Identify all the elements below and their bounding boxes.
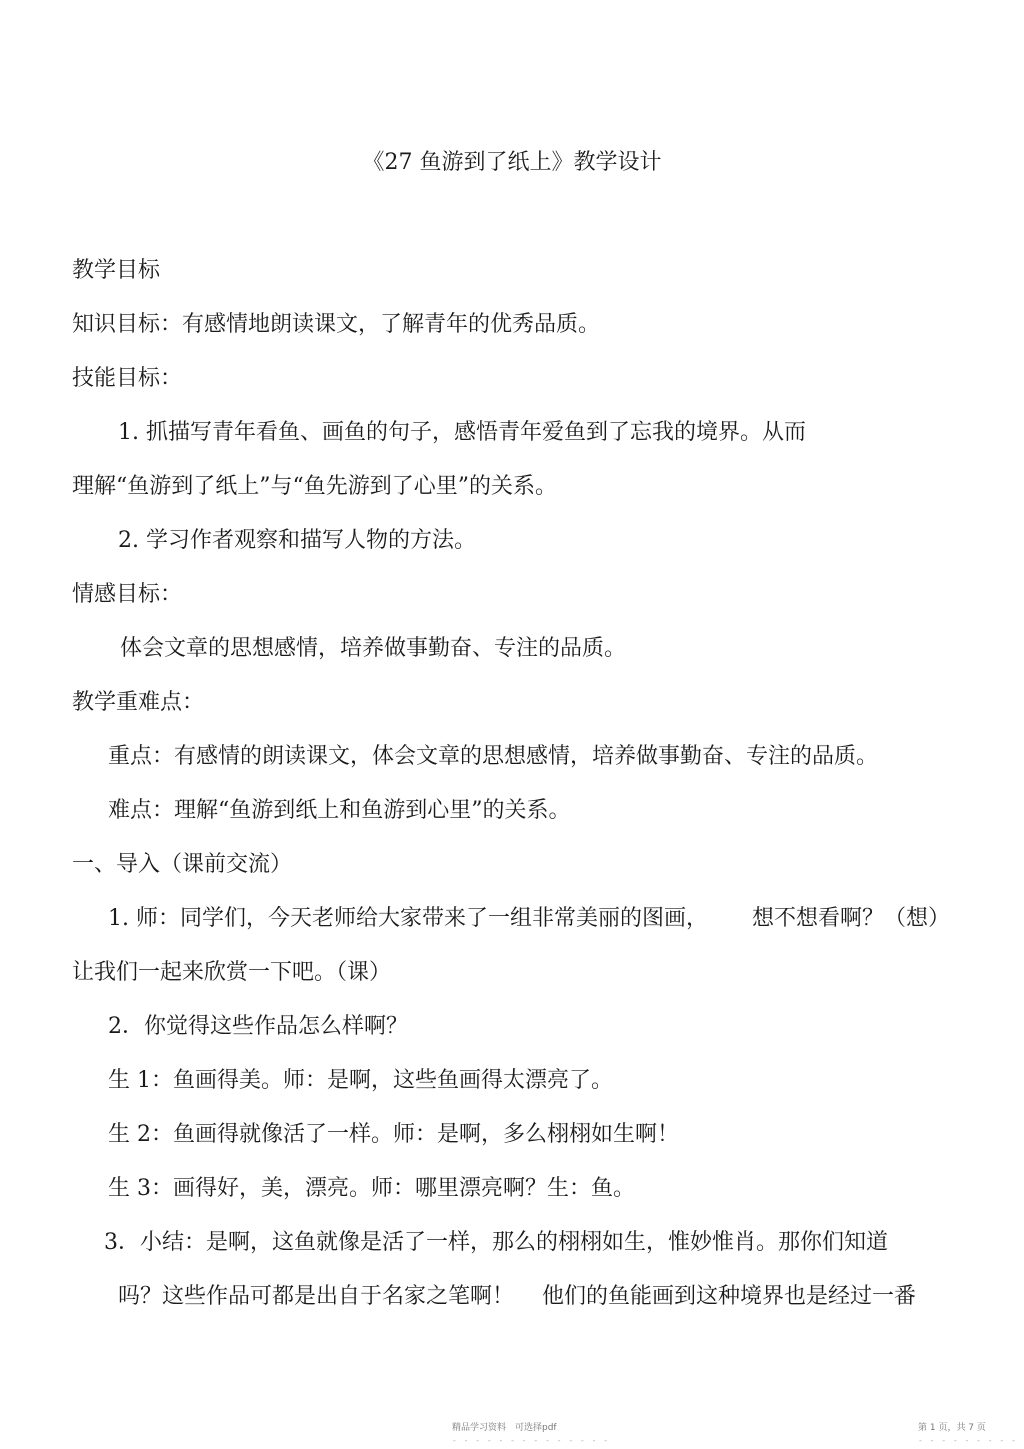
intro-item-3-cont-b: 他们的鱼能画到这种境界也是经过一番 <box>542 1284 917 1309</box>
intro-item-1-question: 想不想看啊？（想） <box>752 906 951 931</box>
knowledge-goal: 知识目标：有感情地朗读课文，了解青年的优秀品质。 <box>72 312 601 337</box>
intro-item-1-cont: 让我们一起来欣赏一下吧。（课） <box>72 960 392 985</box>
intro-item-2: 2．你觉得这些作品怎么样啊？ <box>108 1014 408 1039</box>
student-answer-3: 生 3：画得好，美，漂亮。师：哪里漂亮啊？生：鱼。 <box>108 1176 635 1201</box>
skill-goal-item-2: 2. 学习作者观察和描写人物的方法。 <box>118 528 476 553</box>
skill-goal-heading: 技能目标： <box>72 366 183 391</box>
section-heading-teaching-goals: 教学目标 <box>72 258 161 283</box>
student-answer-2: 生 2：鱼画得就像活了一样。师：是啊，多么栩栩如生啊！ <box>108 1122 679 1147</box>
page-title: 《27 鱼游到了纸上》教学设计 <box>362 150 662 175</box>
key-point: 重点：有感情的朗读课文，体会文章的思想感情，培养做事勤奋、专注的品质。 <box>108 744 879 769</box>
intro-item-3: 3．小结：是啊，这鱼就像是活了一样，那么的栩栩如生，惟妙惟肖。那你们知道 <box>104 1230 888 1255</box>
footer-divider-left: - - - - - - - - - - - - - - <box>452 1436 610 1445</box>
difficult-point: 难点：理解“鱼游到纸上和鱼游到心里”的关系。 <box>108 798 571 823</box>
student-answer-1: 生 1：鱼画得美。师：是啊，这些鱼画得太漂亮了。 <box>108 1068 613 1093</box>
footer-watermark: 精品学习资料 可选择pdf <box>452 1423 557 1433</box>
page-number: 第 1 页，共 7 页 <box>918 1423 986 1433</box>
section-intro-heading: 一、导入（课前交流） <box>72 852 293 877</box>
footer-divider-right: - - - - - - - - - <box>918 1436 1017 1445</box>
intro-item-1: 1. 师：同学们，今天老师给大家带来了一组非常美丽的图画， <box>108 906 708 931</box>
key-difficulty-heading: 教学重难点： <box>72 690 205 715</box>
skill-goal-item-1-cont: 理解“鱼游到了纸上”与“鱼先游到了心里”的关系。 <box>72 474 557 499</box>
intro-item-3-cont-a: 吗？这些作品可都是出自于名家之笔啊！ <box>118 1284 515 1309</box>
emotion-goal-heading: 情感目标： <box>72 582 183 607</box>
skill-goal-item-1: 1. 抓描写青年看鱼、画鱼的句子，感悟青年爱鱼到了忘我的境界。从而 <box>118 420 806 445</box>
emotion-goal-text: 体会文章的思想感情，培养做事勤奋、专注的品质。 <box>120 636 627 661</box>
